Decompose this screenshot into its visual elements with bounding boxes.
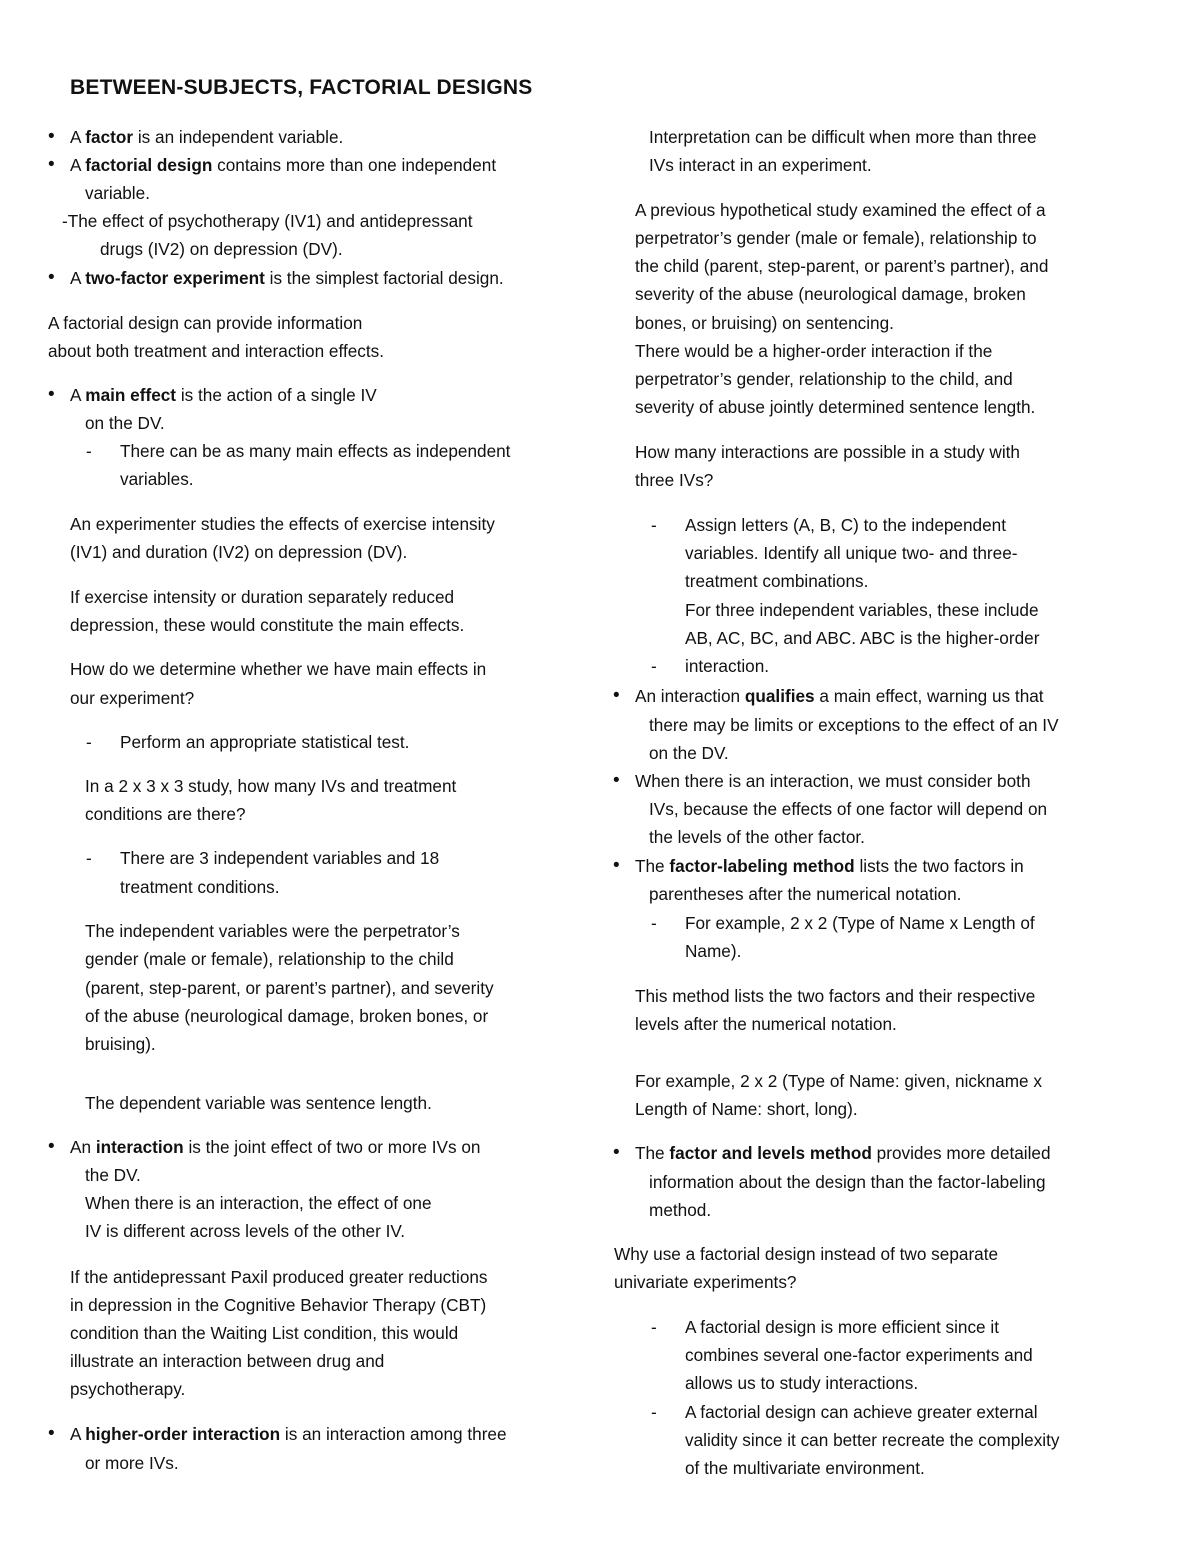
- dash-item: - A factorial design can achieve greater external: [685, 1398, 1038, 1426]
- dash-item: - Perform an appropriate statistical test.: [120, 728, 409, 756]
- bold-term: factor-labeling method: [669, 856, 855, 876]
- bullet-item: • A factorial design contains more than one independent: [70, 151, 496, 179]
- text-line: conditions are there?: [85, 804, 246, 824]
- dash-item: - Assign letters (A, B, C) to the independent: [685, 511, 1006, 539]
- text-line: Length of Name: short, long).: [635, 1099, 858, 1119]
- text-line: bruising).: [85, 1034, 156, 1054]
- text-line: parentheses after the numerical notation.: [649, 884, 962, 904]
- text-line: allows us to study interactions.: [685, 1373, 919, 1393]
- bullet-item: • The factor-labeling method lists the two factors in: [635, 852, 1024, 880]
- text-line: bones, or bruising) on sentencing.: [635, 313, 894, 333]
- text-line: For example, 2 x 2 (Type of Name: given, nickname x: [635, 1071, 1042, 1091]
- text-line: of the abuse (neurological damage, broken bones, or: [85, 1006, 489, 1026]
- text-line: perpetrator’s gender (male or female), relationship to: [635, 228, 1037, 248]
- text-line: severity of the abuse (neurological damage, broken: [635, 284, 1026, 304]
- text-line: perpetrator’s gender, relationship to the child, and: [635, 369, 1013, 389]
- text-line: A factorial design can provide information: [48, 313, 363, 333]
- text-line: If exercise intensity or duration separately reduced: [70, 587, 455, 607]
- text-line: in depression in the Cognitive Behavior Therapy (CBT): [70, 1295, 487, 1315]
- text-line: illustrate an interaction between drug and: [70, 1351, 385, 1371]
- text-line: If the antidepressant Paxil produced greater reductions: [70, 1267, 488, 1287]
- text-line: How many interactions are possible in a study with: [635, 442, 1020, 462]
- text-line: about both treatment and interaction effects.: [48, 341, 385, 361]
- text-line: combines several one-factor experiments and: [685, 1345, 1033, 1365]
- text-line: Name).: [685, 941, 742, 961]
- text-line: our experiment?: [70, 688, 195, 708]
- text-line: validity since it can better recreate the complexity: [685, 1430, 1060, 1450]
- bullet-item: • A factor is an independent variable.: [70, 123, 343, 151]
- text-line: univariate experiments?: [614, 1272, 797, 1292]
- text-line: The dependent variable was sentence length.: [85, 1093, 432, 1113]
- text-line: levels after the numerical notation.: [635, 1014, 897, 1034]
- page-title: BETWEEN-SUBJECTS, FACTORIAL DESIGNS: [70, 76, 533, 99]
- text-line: depression, these would constitute the main effects.: [70, 615, 465, 635]
- bold-term: higher-order interaction: [85, 1424, 281, 1444]
- text-line: When there is an interaction, the effect of one: [85, 1193, 432, 1213]
- text-line: or more IVs.: [85, 1453, 179, 1473]
- text-line: AB, AC, BC, and ABC. ABC is the higher-order: [685, 628, 1040, 648]
- text-line: IV is different across levels of the other IV.: [85, 1221, 406, 1241]
- text-line: drugs (IV2) on depression (DV).: [100, 239, 343, 259]
- text-line: How do we determine whether we have main effects in: [70, 659, 487, 679]
- text-line: on the DV.: [85, 413, 165, 433]
- bullet-item: • An interaction is the joint effect of two or more IVs on: [70, 1133, 480, 1161]
- text-line: An experimenter studies the effects of exercise intensity: [70, 514, 495, 534]
- bold-term: factor and levels method: [669, 1143, 872, 1163]
- text-line: there may be limits or exceptions to the effect of an IV: [649, 715, 1059, 735]
- bullet-item: • A higher-order interaction is an interaction among three: [70, 1420, 507, 1448]
- text-line: A previous hypothetical study examined the effect of a: [635, 200, 1046, 220]
- text-line: severity of abuse jointly determined sentence length.: [635, 397, 1036, 417]
- text-line: IVs, because the effects of one factor will depend on: [649, 799, 1048, 819]
- bold-term: main effect: [85, 385, 177, 405]
- text-line: This method lists the two factors and their respective: [635, 986, 1036, 1006]
- dash-item: - For example, 2 x 2 (Type of Name x Length of: [685, 909, 1035, 937]
- text-line: -The effect of psychotherapy (IV1) and antidepressant: [62, 211, 473, 231]
- text-line: on the DV.: [649, 743, 729, 763]
- text-line: Interpretation can be difficult when more than three: [649, 127, 1037, 147]
- bold-term: two-factor experiment: [85, 268, 265, 288]
- text-line: IVs interact in an experiment.: [649, 155, 872, 175]
- text-line: three IVs?: [635, 470, 714, 490]
- text-line: method.: [649, 1200, 712, 1220]
- text-line: In a 2 x 3 x 3 study, how many IVs and treatment: [85, 776, 457, 796]
- dash-item: - interaction.: [685, 652, 769, 680]
- text-line: the levels of the other factor.: [649, 827, 865, 847]
- text-line: (IV1) and duration (IV2) on depression (DV).: [70, 542, 408, 562]
- text-line: gender (male or female), relationship to the child: [85, 949, 454, 969]
- text-line: treatment conditions.: [120, 877, 280, 897]
- text-line: variable.: [85, 183, 150, 203]
- bold-term: qualifies: [744, 686, 815, 706]
- text-line: For three independent variables, these include: [685, 600, 1039, 620]
- dash-item: - There are 3 independent variables and 18: [120, 844, 439, 872]
- text-line: There would be a higher-order interaction if the: [635, 341, 993, 361]
- text-line: of the multivariate environment.: [685, 1458, 925, 1478]
- text-line: The independent variables were the perpetrator’s: [85, 921, 460, 941]
- text-line: variables. Identify all unique two- and three-: [685, 543, 1018, 563]
- dash-item: - A factorial design is more efficient since it: [685, 1313, 999, 1341]
- text-line: psychotherapy.: [70, 1379, 186, 1399]
- bold-term: interaction: [95, 1137, 184, 1157]
- bullet-item: • The factor and levels method provides more detailed: [635, 1139, 1051, 1167]
- bold-term: factor: [85, 127, 134, 147]
- dash-item: - There can be as many main effects as independent: [120, 437, 510, 465]
- text-line: condition than the Waiting List condition, this would: [70, 1323, 459, 1343]
- bullet-item: • An interaction qualifies a main effect, warning us that: [635, 682, 1044, 710]
- bullet-item: • A two-factor experiment is the simplest factorial design.: [70, 264, 504, 292]
- bold-term: factorial design: [85, 155, 213, 175]
- text-line: the child (parent, step-parent, or parent’s partner), and: [635, 256, 1049, 276]
- text-line: (parent, step-parent, or parent’s partner), and severity: [85, 978, 494, 998]
- text-line: the DV.: [85, 1165, 141, 1185]
- text-line: variables.: [120, 469, 194, 489]
- text-line: Why use a factorial design instead of two separate: [614, 1244, 999, 1264]
- text-line: treatment combinations.: [685, 571, 869, 591]
- bullet-item: • When there is an interaction, we must consider both: [635, 767, 1031, 795]
- bullet-item: • A main effect is the action of a single IV: [70, 381, 377, 409]
- text-line: information about the design than the factor-labeling: [649, 1172, 1046, 1192]
